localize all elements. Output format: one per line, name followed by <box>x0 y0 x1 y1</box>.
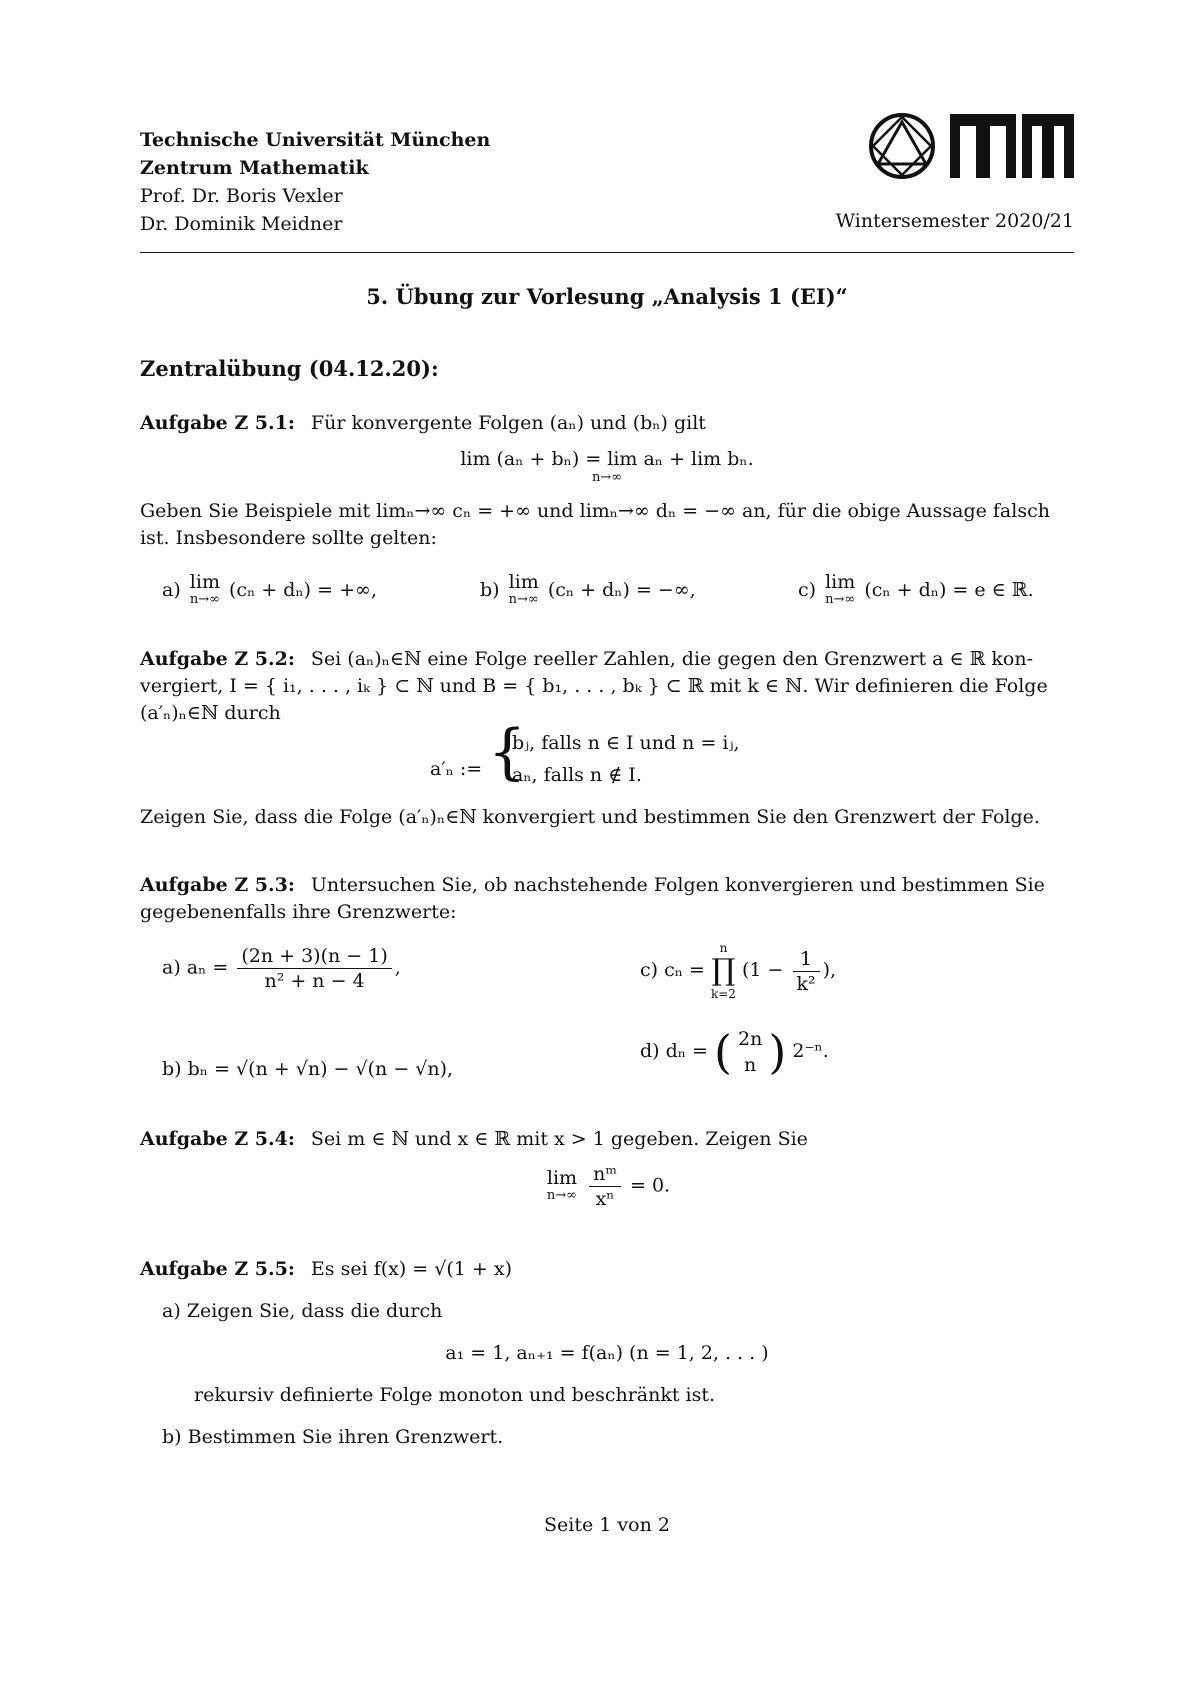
task-z5-1-text1: Geben Sie Beispiele mit limₙ→∞ cₙ = +∞ und limₙ→∞ dₙ = −∞ an, für die obige Aussage falsch <box>140 500 1050 522</box>
limit-subscript: n→∞ <box>189 592 220 607</box>
task-z5-2-case1: bⱼ, falls n ∈ I und n = iⱼ, <box>512 732 740 754</box>
formula-rhs: = 0. <box>630 1174 671 1197</box>
limit-label: lim <box>546 1166 578 1189</box>
fraction-denominator: n² + n − 4 <box>264 970 365 992</box>
part-expression: (cₙ + dₙ) = e ∈ ℝ. <box>864 579 1034 601</box>
part-tag: a) <box>162 579 181 601</box>
part-tag: c) <box>798 579 817 601</box>
task-label: Aufgabe Z 5.5: <box>140 1258 295 1280</box>
tum-logo <box>868 112 1074 180</box>
binomial-top: 2n <box>738 1028 763 1050</box>
part-tag: c) <box>640 959 659 981</box>
page-footer: Seite 1 von 2 <box>544 1514 670 1536</box>
part-tag: a) <box>162 1300 181 1322</box>
limit-operator: lim n→∞ <box>189 571 220 607</box>
task-z5-3-part-b <box>162 1058 453 1080</box>
binomial <box>738 1026 762 1078</box>
fraction <box>237 944 391 993</box>
task-z5-5-line1 <box>140 1258 1074 1280</box>
part-open: (1 − <box>742 959 784 981</box>
task-z5-5-recursion: a₁ = 1, aₙ₊₁ = f(aₙ) (n = 1, 2, . . . ) <box>445 1342 769 1364</box>
task-z5-3-part-c <box>640 940 836 1002</box>
part-end: 2⁻ⁿ. <box>792 1040 829 1062</box>
product-lower: k=2 <box>710 987 736 1001</box>
assistant-name: Dr. Dominik Meidner <box>140 213 343 235</box>
sheet-title: 5. Übung zur Vorlesung „Analysis 1 (EI)“ <box>366 284 848 309</box>
task-z5-4-formula <box>140 1162 1074 1211</box>
task-z5-3-part-d <box>640 1026 829 1078</box>
binomial-close-paren: ) <box>768 1025 787 1079</box>
header-institution-block <box>140 126 490 238</box>
part-expression: bₙ = √(n + √n) − √(n − √n), <box>187 1058 454 1080</box>
limit-operator: lim n→∞ <box>508 571 539 607</box>
task-z5-1-lim-subscript <box>140 470 1074 485</box>
part-lhs: cₙ = <box>664 959 705 981</box>
task-z5-2-def-lhs: a′ₙ := <box>430 758 483 780</box>
task-z5-2-line4: Zeigen Sie, dass die Folge (a′ₙ)ₙ∈ℕ konvergiert und bestimmen Sie den Grenzwert der Folge. <box>140 806 1040 828</box>
task-z5-2-line3: (a′ₙ)ₙ∈ℕ durch <box>140 702 281 724</box>
part-tag: b) <box>162 1426 182 1448</box>
fraction <box>589 1162 621 1211</box>
limit-operator: lim n→∞ <box>825 571 856 607</box>
task-label: Aufgabe Z 5.2: <box>140 648 295 670</box>
part-tag: a) <box>162 956 181 979</box>
task-z5-1-part-a <box>162 571 377 608</box>
part-end: , <box>394 956 401 979</box>
task-text: Untersuchen Sie, ob nachstehende Folgen konvergieren und bestimmen Sie <box>310 874 1045 896</box>
product-upper: n <box>719 941 728 955</box>
task-z5-2-case2: aₙ, falls n ∉ I. <box>512 764 642 786</box>
task-z5-5-part-a <box>162 1300 442 1322</box>
task-z5-3-line1 <box>140 874 1074 896</box>
task-label: Aufgabe Z 5.3: <box>140 874 295 896</box>
part-tag: b) <box>162 1058 182 1080</box>
task-text: Es sei f(x) = √(1 + x) <box>310 1258 512 1280</box>
limit-operator <box>546 1166 578 1204</box>
case-brace: { <box>488 717 527 787</box>
part-tag: d) <box>640 1040 660 1062</box>
section-heading: Zentralübung (04.12.20): <box>140 356 439 381</box>
task-z5-5-part-b <box>162 1426 503 1448</box>
fraction-denominator: xⁿ <box>595 1188 615 1210</box>
task-z5-1-intro <box>140 412 1074 434</box>
task-label: Aufgabe Z 5.1: <box>140 412 295 434</box>
task-z5-2-line1 <box>140 648 1074 670</box>
task-z5-1-formula <box>140 448 1074 470</box>
task-z5-1-text2: ist. Insbesondere sollte gelten: <box>140 527 437 549</box>
part-tag: b) <box>480 579 500 601</box>
formula: lim (aₙ + bₙ) = lim aₙ + lim bₙ. <box>460 448 754 470</box>
binomial-open-paren: ( <box>714 1025 732 1079</box>
task-text: Sei m ∈ ℕ und x ∈ ℝ mit x > 1 gegeben. Zeigen Sie <box>310 1128 808 1150</box>
limit-subscript: n→∞ <box>546 1187 578 1203</box>
department-name: Zentrum Mathematik <box>140 157 369 179</box>
header-divider <box>140 252 1074 253</box>
task-z5-4-line1 <box>140 1128 1074 1150</box>
part-lhs: aₙ = <box>186 956 229 979</box>
limit-subscript: n→∞ <box>825 592 856 607</box>
task-z5-1-part-b <box>480 571 696 608</box>
part-expression: (cₙ + dₙ) = +∞, <box>229 579 377 601</box>
task-label: Aufgabe Z 5.4: <box>140 1128 295 1150</box>
product-operator <box>711 940 736 1002</box>
part-lhs: dₙ = <box>665 1040 708 1062</box>
product-symbol: ∏ <box>711 953 736 988</box>
semester-label: Wintersemester 2020/21 <box>835 210 1074 232</box>
task-z5-3-line2: gegebenenfalls ihre Grenzwerte: <box>140 901 457 923</box>
professor-name: Prof. Dr. Boris Vexler <box>140 185 343 207</box>
fraction-numerator: 1 <box>793 947 820 972</box>
fraction-numerator: nᵐ <box>589 1162 621 1187</box>
task-z5-3-part-a <box>162 944 401 993</box>
part-text: Bestimmen Sie ihren Grenzwert. <box>187 1426 504 1448</box>
part-close: ), <box>822 959 837 981</box>
task-z5-2-line2: vergiert, I = { i₁, . . . , iₖ } ⊂ ℕ und B = { b₁, . . . , bₖ } ⊂ ℝ mit k ∈ ℕ. Wir definieren die Folge <box>140 675 1048 697</box>
binomial-bottom: n <box>744 1054 757 1076</box>
task-z5-1-part-c <box>798 571 1034 608</box>
university-name: Technische Universität München <box>140 129 491 151</box>
limit-subscript: n→∞ <box>591 470 623 485</box>
task-text: Sei (aₙ)ₙ∈ℕ eine Folge reeller Zahlen, die gegen den Grenzwert a ∈ ℝ kon- <box>310 648 1034 670</box>
fraction-denominator: k² <box>796 972 816 995</box>
task-text: Für konvergente Folgen (aₙ) und (bₙ) gilt <box>310 412 706 434</box>
limit-subscript: n→∞ <box>508 592 539 607</box>
part-expression: (cₙ + dₙ) = −∞, <box>547 579 696 601</box>
task-z5-5-part-a-text2: rekursiv definierte Folge monoton und beschränkt ist. <box>194 1384 716 1406</box>
fraction <box>793 947 820 996</box>
fraction-numerator: (2n + 3)(n − 1) <box>237 944 391 969</box>
part-text: Zeigen Sie, dass die durch <box>186 1300 443 1322</box>
